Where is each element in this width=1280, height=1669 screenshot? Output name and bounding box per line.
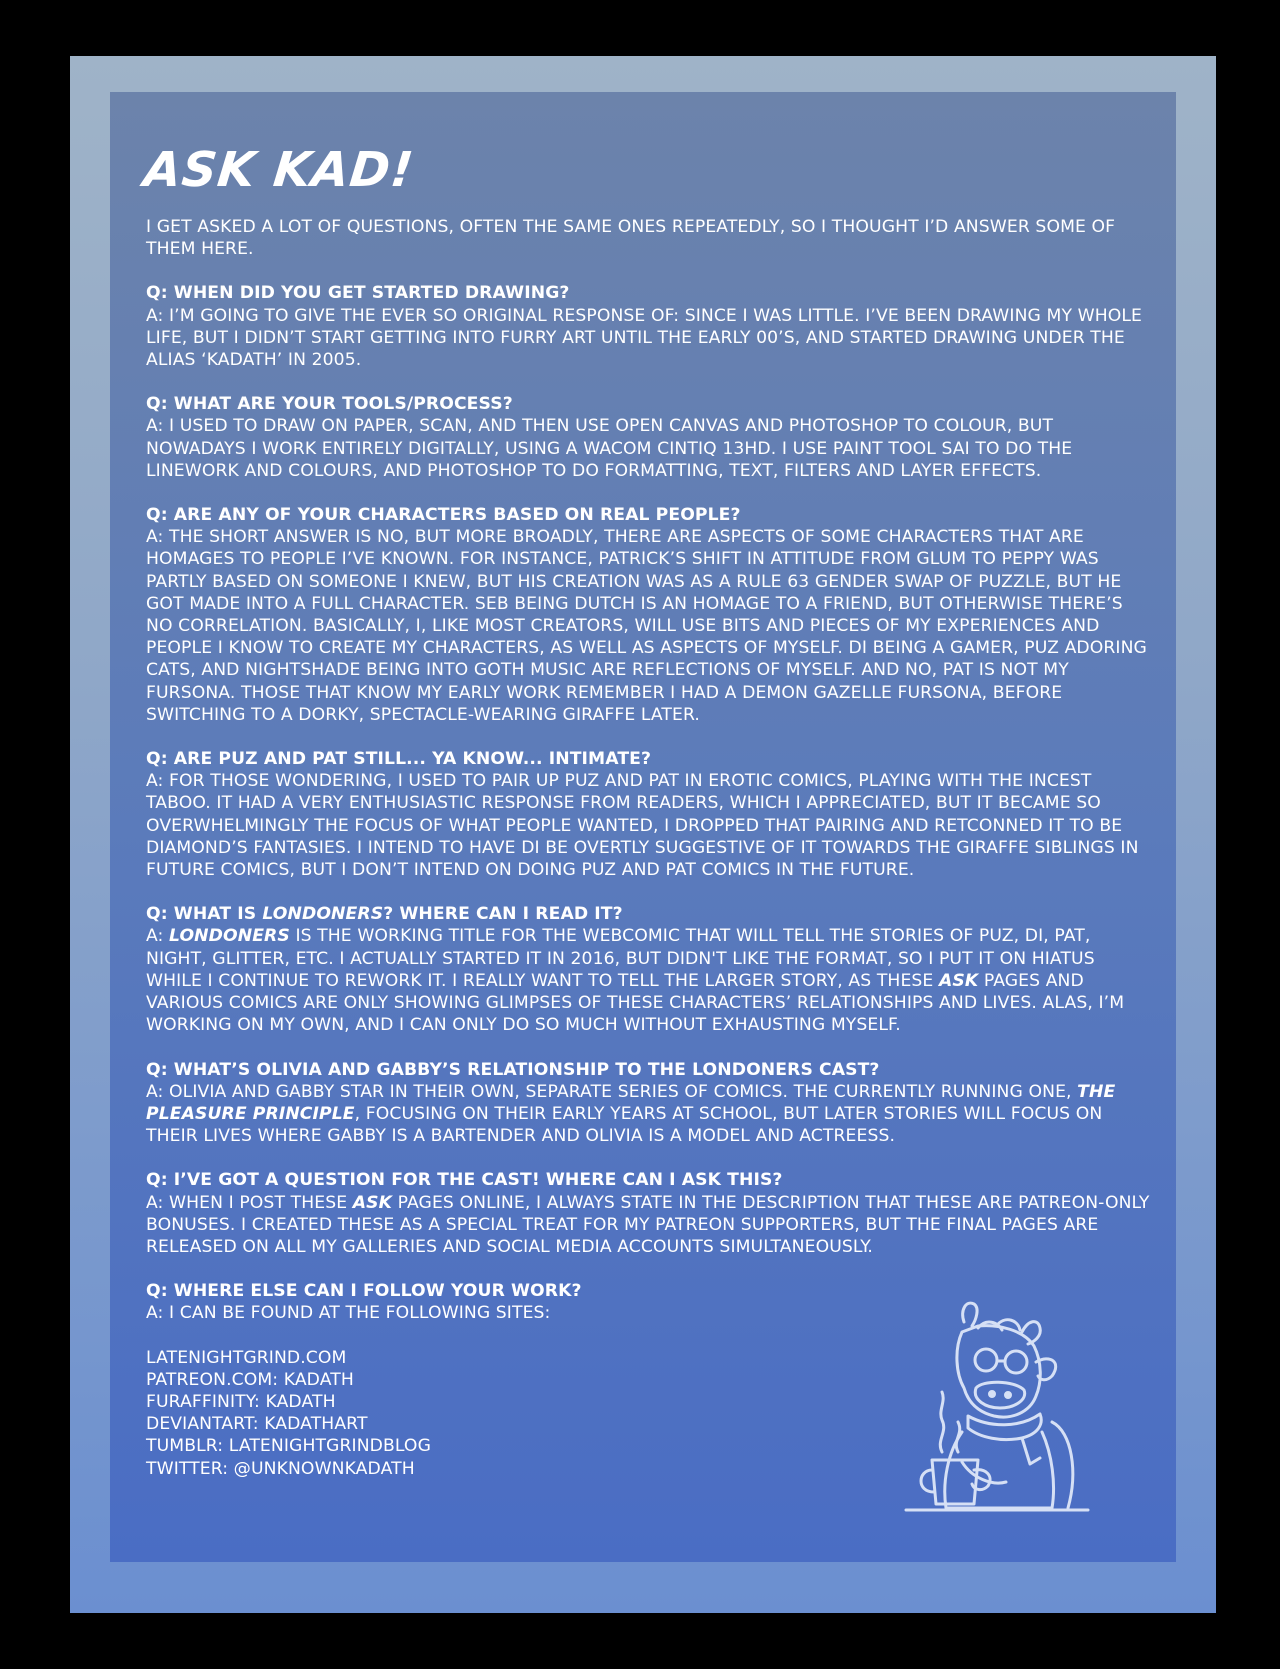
question: Q: WHAT ARE YOUR TOOLS/PROCESS? xyxy=(146,394,513,415)
qa-block-londoners xyxy=(146,903,1152,1036)
article-body xyxy=(146,216,1152,1480)
content-panel xyxy=(110,92,1176,1562)
intro-text: I GET ASKED A LOT OF QUESTIONS, OFTEN THE SAME ONES REPEATEDLY, SO I THOUGHT I’D ANSWER SOME OF THEM HERE. xyxy=(146,217,1116,260)
answer-text: PAGES ONLINE, I ALWAYS STATE IN THE DESCRIPTION THAT THESE ARE PATREON-ONLY BONUSES. I CREATED THESE AS A SPECIAL TREAT FOR MY PATREON SUPPORTERS, BUT THE FINAL PAGES ARE RELEASED ON ALL MY GALLERIES AND SOCIAL MEDIA ACCOUNTS SIMULTANEOUSLY. xyxy=(146,1192,1150,1257)
comic-title: THE PLEASURE PRINCIPLE xyxy=(146,1081,1116,1124)
page-frame xyxy=(70,56,1216,1613)
site-link[interactable]: PATREON.COM: KADATH xyxy=(146,1369,354,1390)
question: Q: ARE ANY OF YOUR CHARACTERS BASED ON REAL PEOPLE? xyxy=(146,505,741,526)
answer-text: A: xyxy=(146,926,170,947)
qa-block-ask-cast xyxy=(146,1169,1152,1258)
answer xyxy=(146,1192,1152,1259)
question-text: ? WHERE CAN I READ IT? xyxy=(383,904,623,925)
question-text: Q: WHAT IS xyxy=(146,904,263,925)
answer xyxy=(146,925,1152,1036)
answer: A: I CAN BE FOUND AT THE FOLLOWING SITES: xyxy=(146,1303,551,1324)
giraffe-mascot-icon xyxy=(902,1292,1092,1522)
question: Q: WHERE ELSE CAN I FOLLOW YOUR WORK? xyxy=(146,1281,582,1302)
qa-block-olivia-gabby xyxy=(146,1059,1152,1148)
qa-block-drawing xyxy=(146,282,1152,371)
series-title: ASK xyxy=(352,1192,393,1213)
site-link[interactable]: FURAFFINITY: KADATH xyxy=(146,1391,336,1412)
qa-block-real-people xyxy=(146,504,1152,726)
answer-text: , FOCUSING ON THEIR EARLY YEARS AT SCHOOL, BUT LATER STORIES WILL FOCUS ON THEIR LIVES WHERE GABBY IS A BARTENDER AND OLIVIA IS A MODEL AND ACTREESS. xyxy=(146,1103,1103,1147)
qa-block-puz-pat xyxy=(146,748,1152,881)
answer xyxy=(146,1081,1152,1148)
question: Q: WHEN DID YOU GET STARTED DRAWING? xyxy=(146,283,570,304)
comic-title: LONDONERS xyxy=(262,904,384,925)
comic-title: LONDONERS xyxy=(169,926,290,947)
question: Q: WHAT’S OLIVIA AND GABBY’S RELATIONSHIP TO THE LONDONERS CAST? xyxy=(146,1059,880,1080)
page-title: ASK KAD! xyxy=(141,142,417,198)
site-link[interactable]: DEVIANTART: KADATHART xyxy=(146,1414,368,1435)
question xyxy=(146,903,1152,925)
qa-block-tools xyxy=(146,393,1152,482)
question: Q: ARE PUZ AND PAT STILL... YA KNOW... INTIMATE? xyxy=(146,749,652,770)
answer-text: A: WHEN I POST THESE xyxy=(146,1192,353,1213)
site-link[interactable]: TUMBLR: LATENIGHTGRINDBLOG xyxy=(146,1436,431,1457)
series-title: ASK xyxy=(938,970,979,991)
question: Q: I’VE GOT A QUESTION FOR THE CAST! WHERE CAN I ASK THIS? xyxy=(146,1170,783,1191)
site-link[interactable]: TWITTER: @UNKNOWNKADATH xyxy=(146,1458,415,1479)
answer: A: I USED TO DRAW ON PAPER, SCAN, AND THEN USE OPEN CANVAS AND PHOTOSHOP TO COLOUR, BUT NOWADAYS I WORK ENTIRELY DIGITALLY, USING A WACOM CINTIQ 13HD. I USE PAINT TOOL SAI TO DO THE LINEWORK AND COLOURS, AND PHOTOSHOP TO DO FORMATTING, TEXT, FILTERS AND LAYER EFFECTS. xyxy=(146,416,1073,481)
answer: A: I’M GOING TO GIVE THE EVER SO ORIGINAL RESPONSE OF: SINCE I WAS LITTLE. I’VE BEEN DRAWING MY WHOLE LIFE, BUT I DIDN’T START GETTING INTO FURRY ART UNTIL THE EARLY 00’S, AND STARTED DRAWING UNDER THE ALIAS ‘KADATH’ IN 2005. xyxy=(146,305,1142,371)
answer-text: A: OLIVIA AND GABBY STAR IN THEIR OWN, SEPARATE SERIES OF COMICS. THE CURRENTLY RUNNING ONE, xyxy=(146,1081,1078,1102)
answer-text: IS THE WORKING TITLE FOR THE WEBCOMIC THAT WILL TELL THE STORIES OF PUZ, DI, PAT, NIGHT, GLITTER, ETC. I ACTUALLY STARTED IT IN 2016, BUT DIDN'T LIKE THE FORMAT, SO I PUT IT ON HIATUS WHILE I CONTINUE TO REWORK IT. I REALLY WANT TO TELL THE LARGER STORY, AS THESE xyxy=(146,926,1095,991)
answer-text: PAGES AND VARIOUS COMICS ARE ONLY SHOWING GLIMPSES OF THESE CHARACTERS’ RELATIONSHIPS AND LIVES. ALAS, I’M WORKING ON MY OWN, AND I CAN ONLY DO SO MUCH WITHOUT EXHAUSTING MYSELF. xyxy=(146,970,1125,1036)
answer: A: THE SHORT ANSWER IS NO, BUT MORE BROADLY, THERE ARE ASPECTS OF SOME CHARACTERS THAT ARE HOMAGES TO PEOPLE I’VE KNOWN. FOR INSTANCE, PATRICK’S SHIFT IN ATTITUDE FROM GLUM TO PEPPY WAS PARTLY BASED ON SOMEONE I KNEW, BUT HIS CREATION WAS AS A RULE 63 GENDER SWAP OF PUZZLE, BUT HE GOT MADE INTO A FULL CHARACTER. SEB BEING DUTCH IS AN HOMAGE TO A FRIEND, BUT OTHERWISE THERE’S NO CORRELATION. BASICALLY, I, LIKE MOST CREATORS, WILL USE BITS AND PIECES OF MY EXPERIENCES AND PEOPLE I KNOW TO CREATE MY CHARACTERS, AS WELL AS ASPECTS OF MYSELF. DI BEING A GAMER, PUZ ADORING CATS, AND NIGHTSHADE BEING INTO GOTH MUSIC ARE REFLECTIONS OF MYSELF. AND NO, PAT IS NOT MY FURSONA. THOSE THAT KNOW MY EARLY WORK REMEMBER I HAD A DEMON GAZELLE FURSONA, BEFORE SWITCHING TO A DORKY, SPECTACLE-WEARING GIRAFFE LATER. xyxy=(146,527,1147,725)
answer: A: FOR THOSE WONDERING, I USED TO PAIR UP PUZ AND PAT IN EROTIC COMICS, PLAYING WITH THE INCEST TABOO. IT HAD A VERY ENTHUSIASTIC RESPONSE FROM READERS, WHICH I APPRECIATED, BUT IT BECAME SO OVERWHELMINGLY THE FOCUS OF WHAT PEOPLE WANTED, I DROPPED THAT PAIRING AND RETCONNED IT TO BE DIAMOND’S FANTASIES. I INTEND TO HAVE DI BE OVERTLY SUGGESTIVE OF IT TOWARDS THE GIRAFFE SIBLINGS IN FUTURE COMICS, BUT I DON’T INTEND ON DOING PUZ AND PAT COMICS IN THE FUTURE. xyxy=(146,771,1139,881)
site-link[interactable]: LATENIGHTGRIND.COM xyxy=(146,1347,347,1368)
